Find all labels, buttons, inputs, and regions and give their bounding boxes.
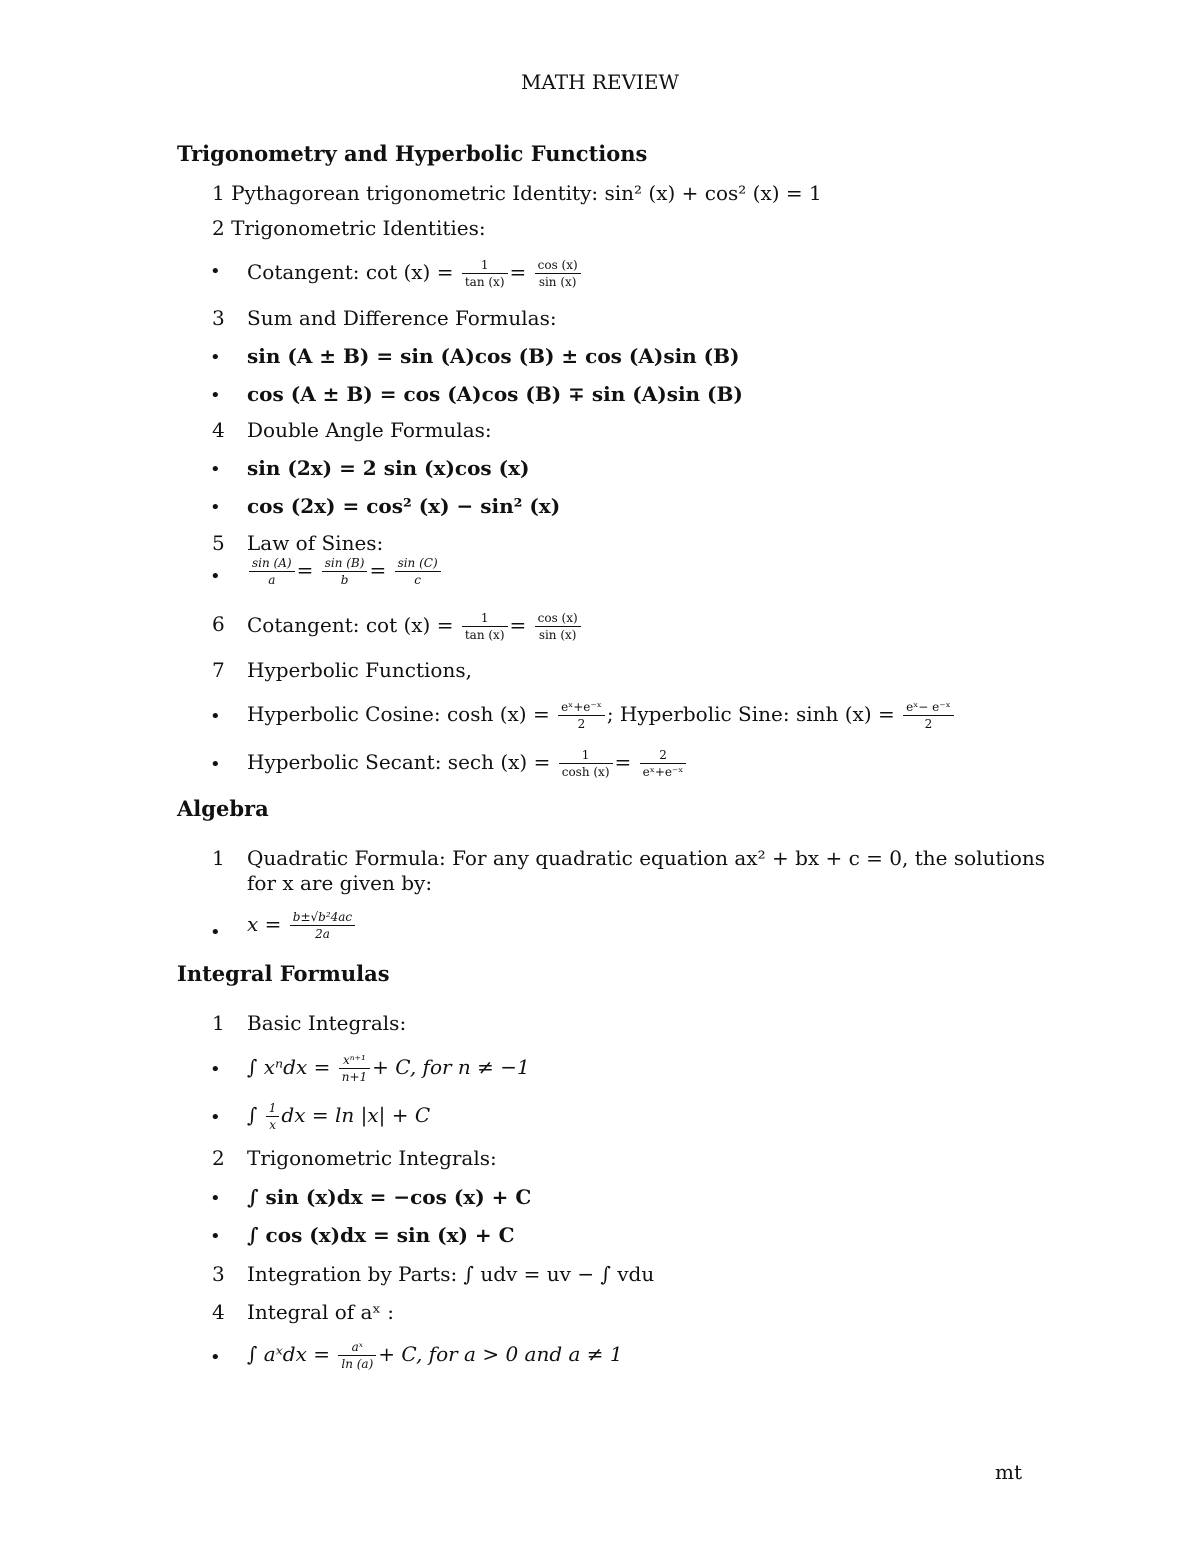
trig-item-2: 2 Trigonometric Identities: (212, 216, 486, 240)
bullet: • (210, 1059, 221, 1080)
bullet: • (210, 1188, 221, 1209)
denominator: ln (a) (341, 1357, 374, 1371)
numerator: sin (A) (249, 556, 295, 572)
integral-rhs: + C, for n ≠ −1 (372, 1055, 530, 1079)
numerator: eˣ− e⁻ˣ (903, 700, 954, 716)
page-title: MATH REVIEW (520, 70, 680, 94)
fraction (339, 1053, 370, 1084)
numerator: 2 (640, 748, 687, 764)
double-angle-cos: cos (2x) = cos² (x) − sin² (x) (247, 494, 561, 518)
numerator: sin (B) (322, 556, 368, 572)
fraction (462, 611, 508, 642)
bullet: • (210, 497, 221, 518)
law-of-sines-formula: $\frac{\sin (A)}{a}$ = $\frac{\sin (B)}{b}$ = $\frac{\sin (C)}{c}$ (247, 556, 443, 587)
cosh-label: Hyperbolic Cosine: cosh (x) = (247, 702, 550, 726)
trig-item-4: Double Angle Formulas: (247, 418, 492, 442)
denominator: eˣ+e⁻ˣ (642, 765, 684, 779)
fraction (322, 556, 368, 587)
integral-rhs: dx = ln |x| + C (281, 1103, 431, 1127)
item-number: 7 (212, 658, 225, 682)
integral-rhs: + C, for a > 0 and a ≠ 1 (378, 1342, 623, 1366)
item-number: 5 (212, 531, 225, 555)
denominator: tan (x) (464, 275, 505, 289)
denominator: cosh (x) (561, 765, 610, 779)
quadratic-formula (247, 910, 357, 941)
fraction (338, 1340, 376, 1371)
power-rule-integral (247, 1053, 530, 1084)
cot-label: Cotangent: cot (x) = (247, 260, 454, 284)
integrals-item-1: Basic Integrals: (247, 1011, 407, 1035)
denominator: 2 (924, 717, 933, 731)
quadratic-line-2: for x are given by: (247, 871, 433, 895)
log-integral (247, 1101, 430, 1132)
numerator: cos (x) (535, 611, 581, 627)
fraction (249, 556, 295, 587)
double-angle-sin: sin (2x) = 2 sin (x)cos (x) (247, 456, 530, 480)
bullet: • (210, 1347, 221, 1368)
trig-item-1: 1 Pythagorean trigonometric Identity: sin² (x) + cos² (x) = 1 (212, 181, 822, 205)
denominator: x (269, 1118, 276, 1132)
sinh-label: ; Hyperbolic Sine: sinh (x) = (606, 702, 895, 726)
bullet: • (210, 1107, 221, 1128)
fraction (266, 1101, 280, 1132)
fraction (535, 258, 581, 289)
section-heading-trig: Trigonometry and Hyperbolic Functions (177, 141, 648, 166)
numerator: sin (C) (395, 556, 441, 572)
numerator: eˣ+e⁻ˣ (558, 700, 605, 716)
integral-lhs: ∫ xⁿdx = (247, 1055, 331, 1079)
sum-formula-cos: cos (A ± B) = cos (A)cos (B) ∓ sin (A)sin (B) (247, 382, 743, 406)
sin-integral: ∫ sin (x)dx = −cos (x) + C (247, 1185, 532, 1209)
fraction (903, 700, 954, 731)
hyperbolic-cosine-sine (247, 700, 956, 731)
item-number: 4 (212, 418, 225, 442)
fraction (559, 748, 613, 779)
bullet: • (210, 566, 221, 587)
quadratic-line-1: Quadratic Formula: For any quadratic equation ax² + bx + c = 0, the solutions (247, 846, 1046, 870)
denominator: sin (x) (538, 275, 577, 289)
numerator: 1 (462, 611, 508, 627)
bullet: • (210, 459, 221, 480)
numerator: xⁿ⁺¹ (339, 1053, 370, 1069)
fraction (558, 700, 605, 731)
trig-item-5: Law of Sines: (247, 531, 384, 555)
fraction (640, 748, 687, 779)
numerator: 1 (559, 748, 613, 764)
bullet: • (210, 1226, 221, 1247)
cos-integral: ∫ cos (x)dx = sin (x) + C (247, 1223, 515, 1247)
integrals-item-2: Trigonometric Integrals: (247, 1146, 497, 1170)
x-label: x = (247, 912, 282, 936)
page-footer: mt (994, 1460, 1022, 1484)
bullet: • (210, 754, 221, 775)
sech-label: Hyperbolic Secant: sech (x) = (247, 750, 551, 774)
numerator: cos (x) (535, 258, 581, 274)
integrals-item-4: Integral of aˣ : (247, 1300, 394, 1324)
cot-label: Cotangent: cot (x) = (247, 613, 454, 637)
trig-item-3: Sum and Difference Formulas: (247, 306, 557, 330)
bullet: • (210, 385, 221, 406)
denominator: n+1 (341, 1070, 368, 1084)
numerator: 1 (266, 1101, 280, 1117)
denominator: sin (x) (538, 628, 577, 642)
denominator: c (414, 573, 421, 587)
trig-item-6: Cotangent: cot (x) = $\frac{1}{\tan (x)}$ = $\frac{\cos (x)}{\sin (x)}$ (247, 611, 583, 642)
hyperbolic-secant: Hyperbolic Secant: sech (x) = $\frac{1}{\cosh (x)}$ = $\frac{2}{\text{eˣ+e⁻ˣ}}$ (247, 748, 688, 779)
cotangent-formula: Cotangent: cot (x) = $\frac{1}{\tan (x)}$ = $\frac{\cos (x)}{\sin (x)}$ (247, 258, 583, 289)
item-number: 3 (212, 1262, 225, 1286)
exponential-integral (247, 1340, 623, 1371)
bullet: • (210, 347, 221, 368)
fraction (395, 556, 441, 587)
section-heading-algebra: Algebra (177, 796, 269, 821)
sum-formula-sin: sin (A ± B) = sin (A)cos (B) ± cos (A)sin (B) (247, 344, 740, 368)
section-heading-integrals: Integral Formulas (177, 961, 390, 986)
item-number: 6 (212, 612, 225, 636)
integral-sign: ∫ (247, 1103, 258, 1127)
fraction (290, 910, 355, 941)
fraction (462, 258, 508, 289)
integral-lhs: ∫ aˣdx = (247, 1342, 330, 1366)
bullet: • (210, 261, 221, 282)
denominator: b (340, 573, 349, 587)
denominator: 2 (577, 717, 586, 731)
denominator: 2a (315, 927, 330, 941)
numerator: 1 (462, 258, 508, 274)
numerator: b±√b²4ac (290, 910, 355, 926)
numerator: aˣ (338, 1340, 376, 1356)
integrals-item-3: Integration by Parts: ∫ udv = uv − ∫ vdu (247, 1262, 655, 1286)
item-number: 1 (212, 1011, 225, 1035)
item-number: 4 (212, 1300, 225, 1324)
trig-item-7: Hyperbolic Functions, (247, 658, 472, 682)
item-number: 1 (212, 846, 225, 870)
denominator: tan (x) (464, 628, 505, 642)
denominator: a (268, 573, 276, 587)
item-number: 2 (212, 1146, 225, 1170)
fraction (535, 611, 581, 642)
bullet: • (210, 922, 221, 943)
bullet: • (210, 706, 221, 727)
item-number: 3 (212, 306, 225, 330)
